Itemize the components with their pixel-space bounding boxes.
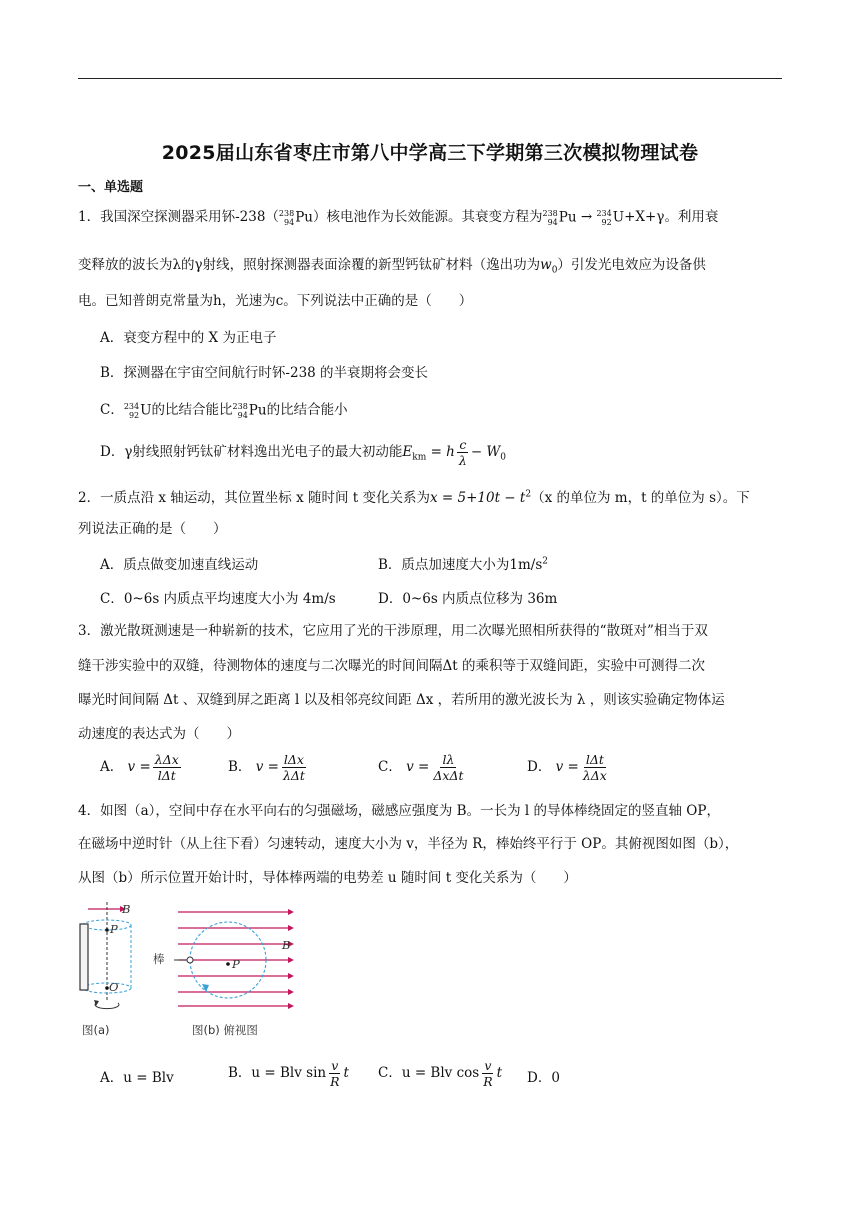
q3-option-b: B． v = $\frac{\text{lΔx}}{\text{λΔt}}$ — [228, 752, 305, 783]
q1-option-a: A．衰变方程中的 X 为正电子 — [100, 330, 277, 346]
figure-b — [150, 906, 300, 1016]
q4-option-c: C．u = Blv cos $\frac{v}{R}$ t — [378, 1058, 503, 1089]
q3-line-2: 缝干涉实验中的双缝，待测物体的速度与二次曝光的时间间隔Δt 的乘积等于双缝间距，实验中可测得二次 — [78, 658, 705, 674]
header-rule — [78, 78, 782, 79]
q2-option-a: A．质点做变加速直线运动 — [100, 557, 259, 573]
q4-line-3: 从图（b）所示位置开始计时，导体棒两端的电势差 u 随时间 t 变化关系为（ ） — [78, 870, 577, 886]
fig-a-label-p: P — [110, 922, 118, 936]
fig-b-caption: 图(b) 俯视图 — [192, 1023, 258, 1037]
q1-line-2: 变释放的波长为λ的γ射线，照射探测器表面涂覆的新型钙钛矿材料（逸出功为$w_0$）引发光电效应为设备供 — [78, 257, 706, 276]
pu-isotope: 238 94 Pu — [278, 208, 313, 227]
q2-line-2: 列说法正确的是（ ） — [78, 521, 227, 537]
q2-option-b: B．质点加速度大小为$1m/s^2$ — [378, 556, 549, 573]
q3-line-3: 曝光时间间隔 Δt 、双缝到屏之距离 l 以及相邻亮纹间距 Δx ，若所用的激光波长为 λ ，则该实验确定物体运 — [78, 692, 725, 708]
q4-option-a: A．u = Blv — [100, 1070, 174, 1086]
q4-option-d: D．0 — [527, 1070, 560, 1086]
q3-line-4: 动速度的表达式为（ ） — [78, 726, 240, 742]
fig-b-label-rod: 棒 — [153, 952, 165, 966]
section-heading: 一、单选题 — [78, 180, 144, 195]
fig-b-label-b: B — [282, 938, 291, 952]
q4-option-b: B．u = Blv sin $\frac{v}{R}$ t — [228, 1058, 349, 1089]
figure-a — [74, 900, 154, 1025]
u-isotope-eq: 234 92 U — [596, 208, 625, 227]
q2-line-1: 2．一质点沿 x 轴运动，其位置坐标 x 随时间 t 变化关系为$x = 5+10t - t^2(x$ 的单位为 m，t 的单位为 s）。下 — [78, 489, 750, 506]
q4-line-1: 4．如图（a），空间中存在水平向右的匀强磁场，磁感应强度为 B。一长为 l 的导体棒绕固定的竖直轴 OP， — [78, 803, 720, 819]
q1-line-3: 电。已知普朗克常量为h，光速为c。下列说法中正确的是（ ） — [78, 293, 473, 309]
q1-option-c: C． 234 92 U的比结合能比 238 94 Pu的比结合能小 — [100, 401, 348, 420]
fig-a-label-b: B — [122, 902, 131, 916]
q3-option-c: C． v = $\frac{l\lambda}{\text{ΔxΔt}}$ — [378, 752, 464, 783]
q3-option-d: D． v = $\frac{\text{lΔt}}{\text{λΔx}}$ — [527, 752, 607, 783]
fig-a-label-o: O — [109, 980, 119, 994]
q1-option-b: B．探测器在宇宙空间航行时钚-238 的半衰期将会变长 — [100, 365, 429, 381]
q4-line-2: 在磁场中逆时针（从上往下看）匀速转动，速度大小为 v，半径为 R，棒始终平行于 OP。其俯视图如图（b）， — [78, 836, 739, 852]
fig-b-label-p: P — [232, 957, 240, 971]
page-title: 2025届山东省枣庄市第八中学高三下学期第三次模拟物理试卷 — [161, 142, 699, 164]
q2-option-d: D．0~6s 内质点位移为 36m — [378, 591, 558, 607]
q3-option-a: A． v = $\frac{\text{λΔx}}{\text{lΔt}}$ — [100, 752, 179, 783]
fig-a-caption: 图(a) — [82, 1023, 110, 1037]
q3-line-1: 3．激光散斑测速是一种崭新的技术，它应用了光的干涉原理，用二次曝光照相所获得的“散斑对”相当于双 — [78, 623, 708, 639]
q2-option-c: C．0~6s 内质点平均速度大小为 4m/s — [100, 591, 336, 607]
q1-line-1: 1．我国深空探测器采用钚-238（ 238 94 Pu）核电池作为长效能源。其衰变方程为 238 94 Pu → 234 92 U+X+γ。利用衰 — [78, 208, 719, 227]
pu-isotope-eq: 238 94 Pu — [542, 208, 577, 227]
q1-option-d: D．γ射线照射钙钛矿材料逸出光电子的最大初动能$E_{km} = h$ $\frac{c}{\lambda}$ − $W_0$ — [100, 437, 507, 468]
